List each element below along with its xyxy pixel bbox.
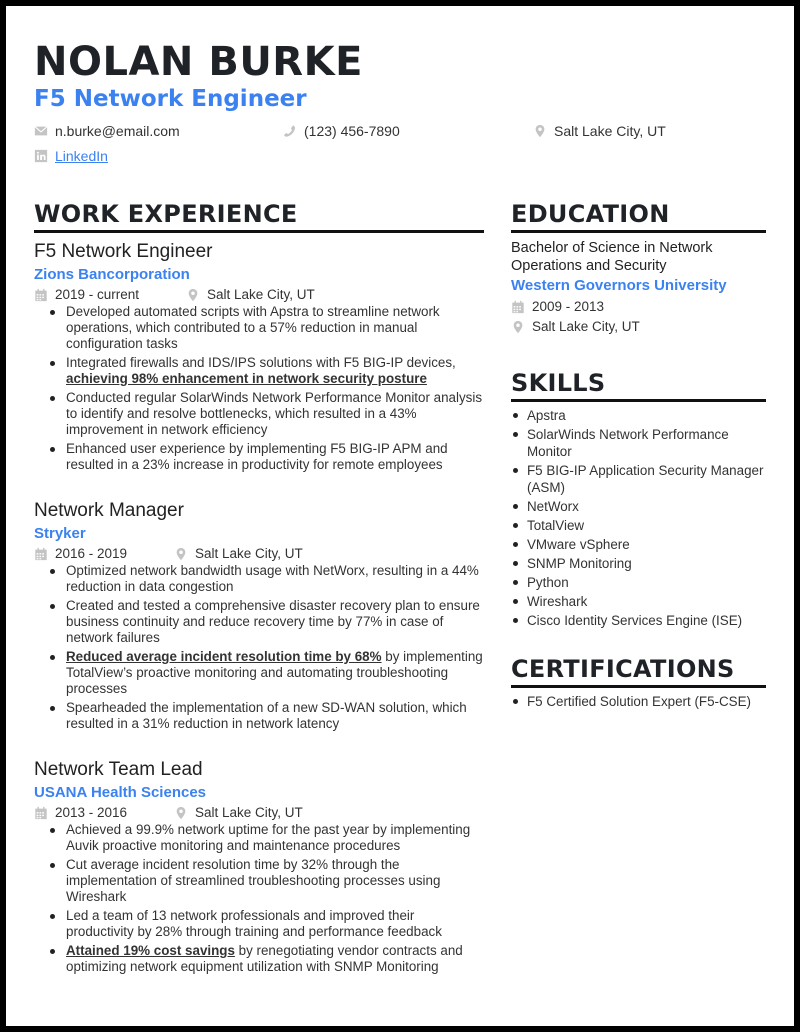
phone-icon — [283, 124, 297, 138]
education-location-row — [511, 317, 766, 337]
map-pin-icon — [186, 288, 200, 302]
skill-item: SNMP Monitoring — [511, 555, 766, 572]
calendar-icon — [34, 547, 48, 561]
map-pin-icon — [174, 806, 188, 820]
skill-item: Cisco Identity Services Engine (ISE) — [511, 612, 766, 629]
calendar-icon — [511, 300, 525, 314]
job-title: F5 Network Engineer — [34, 241, 213, 262]
job-location: Salt Lake City, UT — [195, 546, 303, 561]
work-experience-section — [34, 202, 484, 978]
section-heading-certifications: CERTIFICATIONS — [511, 657, 766, 688]
highlighted-achievement: Reduced average incident resolution time by 68% — [66, 649, 382, 664]
job-dates: 2019 - current — [55, 287, 140, 302]
job-location: Salt Lake City, UT — [207, 287, 315, 302]
section-heading-skills: SKILLS — [511, 371, 766, 402]
company-name: USANA Health Sciences — [34, 784, 207, 801]
section-heading-education: EDUCATION — [511, 202, 766, 233]
candidate-name: NOLAN BURKE — [34, 39, 363, 85]
location-text: Salt Lake City, UT — [554, 123, 666, 139]
bullet-item: Conducted regular SolarWinds Network Performance Monitor analysis to identify and resolve bottlenecks, which resulted in a 43% improvement in network efficiency — [48, 390, 484, 438]
certifications-list — [511, 693, 766, 710]
job-location: Salt Lake City, UT — [195, 805, 303, 820]
certification-item: F5 Certified Solution Expert (F5-CSE) — [511, 693, 766, 710]
bullet-item: Attained 19% cost savings by renegotiating vendor contracts and optimizing network equipment utilization with SNMP Monitoring — [48, 943, 484, 975]
skill-item: Wireshark — [511, 593, 766, 610]
skill-item: VMware vSphere — [511, 536, 766, 553]
bullet-item: Created and tested a comprehensive disaster recovery plan to ensure business continuity and reduce recovery time by 77% in case of network failures — [48, 598, 484, 646]
linkedin-icon — [34, 149, 48, 163]
bullet-item: Led a team of 13 network professionals and improved their productivity by 28% through training and performance feedback — [48, 908, 484, 940]
company-name: Stryker — [34, 525, 86, 542]
map-pin-icon — [174, 547, 188, 561]
job-entry — [34, 498, 484, 732]
contact-email — [34, 124, 180, 138]
education-dates: 2009 - 2013 — [532, 299, 605, 314]
resume-page — [6, 6, 794, 1026]
skill-item: TotalView — [511, 517, 766, 534]
highlighted-achievement: achieving 98% enhancement in network security posture — [66, 371, 427, 386]
bullet-item: Optimized network bandwidth usage with NetWorx, resulting in a 44% reduction in data congestion — [48, 563, 484, 595]
skill-item: SolarWinds Network Performance Monitor — [511, 426, 766, 460]
skills-list — [511, 407, 766, 629]
job-meta — [34, 544, 484, 563]
job-bullets — [48, 563, 484, 732]
job-entry — [34, 239, 484, 473]
bullet-item: Achieved a 99.9% network uptime for the past year by implementing Auvik proactive monitoring and maintenance procedures — [48, 822, 484, 854]
education-dates-row — [511, 297, 766, 317]
bullet-item: Developed automated scripts with Apstra to streamline network operations, which contributed to a 57% reduction in manual configuration tasks — [48, 304, 484, 352]
job-dates: 2013 - 2016 — [55, 805, 128, 820]
job-bullets — [48, 304, 484, 473]
right-column — [511, 202, 766, 712]
calendar-icon — [34, 806, 48, 820]
envelope-icon — [34, 124, 48, 138]
company-name: Zions Bancorporation — [34, 266, 190, 283]
skills-section — [511, 371, 766, 629]
job-bullets — [48, 822, 484, 975]
bullet-item: Reduced average incident resolution time by 68% by implementing TotalView’s proactive monitoring and automating troubleshooting processes — [48, 649, 484, 697]
highlighted-achievement: Attained 19% cost savings — [66, 943, 235, 958]
contact-phone — [283, 124, 400, 138]
phone-text: (123) 456-7890 — [304, 123, 400, 139]
job-title: Network Manager — [34, 500, 184, 521]
skill-item: F5 BIG-IP Application Security Manager (ASM) — [511, 462, 766, 496]
bullet-item: Spearheaded the implementation of a new SD-WAN solution, which resulted in a 31% reduction in network latency — [48, 700, 484, 732]
bullet-item: Cut average incident resolution time by 32% through the implementation of streamlined troubleshooting processes using Wireshark — [48, 857, 484, 905]
candidate-title: F5 Network Engineer — [34, 86, 307, 112]
calendar-icon — [34, 288, 48, 302]
bullet-item: Enhanced user experience by implementing F5 BIG-IP APM and resulted in a 23% increase in productivity for remote employees — [48, 441, 484, 473]
skill-item: Python — [511, 574, 766, 591]
skill-item: NetWorx — [511, 498, 766, 515]
job-title: Network Team Lead — [34, 759, 203, 780]
skill-item: Apstra — [511, 407, 766, 424]
education-location: Salt Lake City, UT — [532, 319, 640, 334]
job-dates: 2016 - 2019 — [55, 546, 128, 561]
map-pin-icon — [511, 320, 525, 334]
contact-linkedin — [34, 149, 108, 163]
map-pin-icon — [533, 124, 547, 138]
job-meta — [34, 803, 484, 822]
school-name: Western Governors University — [511, 277, 727, 294]
job-meta — [34, 285, 484, 304]
certifications-section — [511, 657, 766, 710]
section-heading-work: WORK EXPERIENCE — [34, 202, 484, 233]
bullet-item: Integrated firewalls and IDS/IPS solutions with F5 BIG-IP devices, achieving 98% enhancement in network security posture — [48, 355, 484, 387]
education-section — [511, 202, 766, 337]
email-text: n.burke@email.com — [55, 123, 180, 139]
linkedin-link[interactable]: LinkedIn — [55, 148, 108, 164]
contact-location — [533, 124, 666, 138]
job-entry — [34, 757, 484, 975]
degree: Bachelor of Science in Network Operations and Security — [511, 240, 713, 274]
